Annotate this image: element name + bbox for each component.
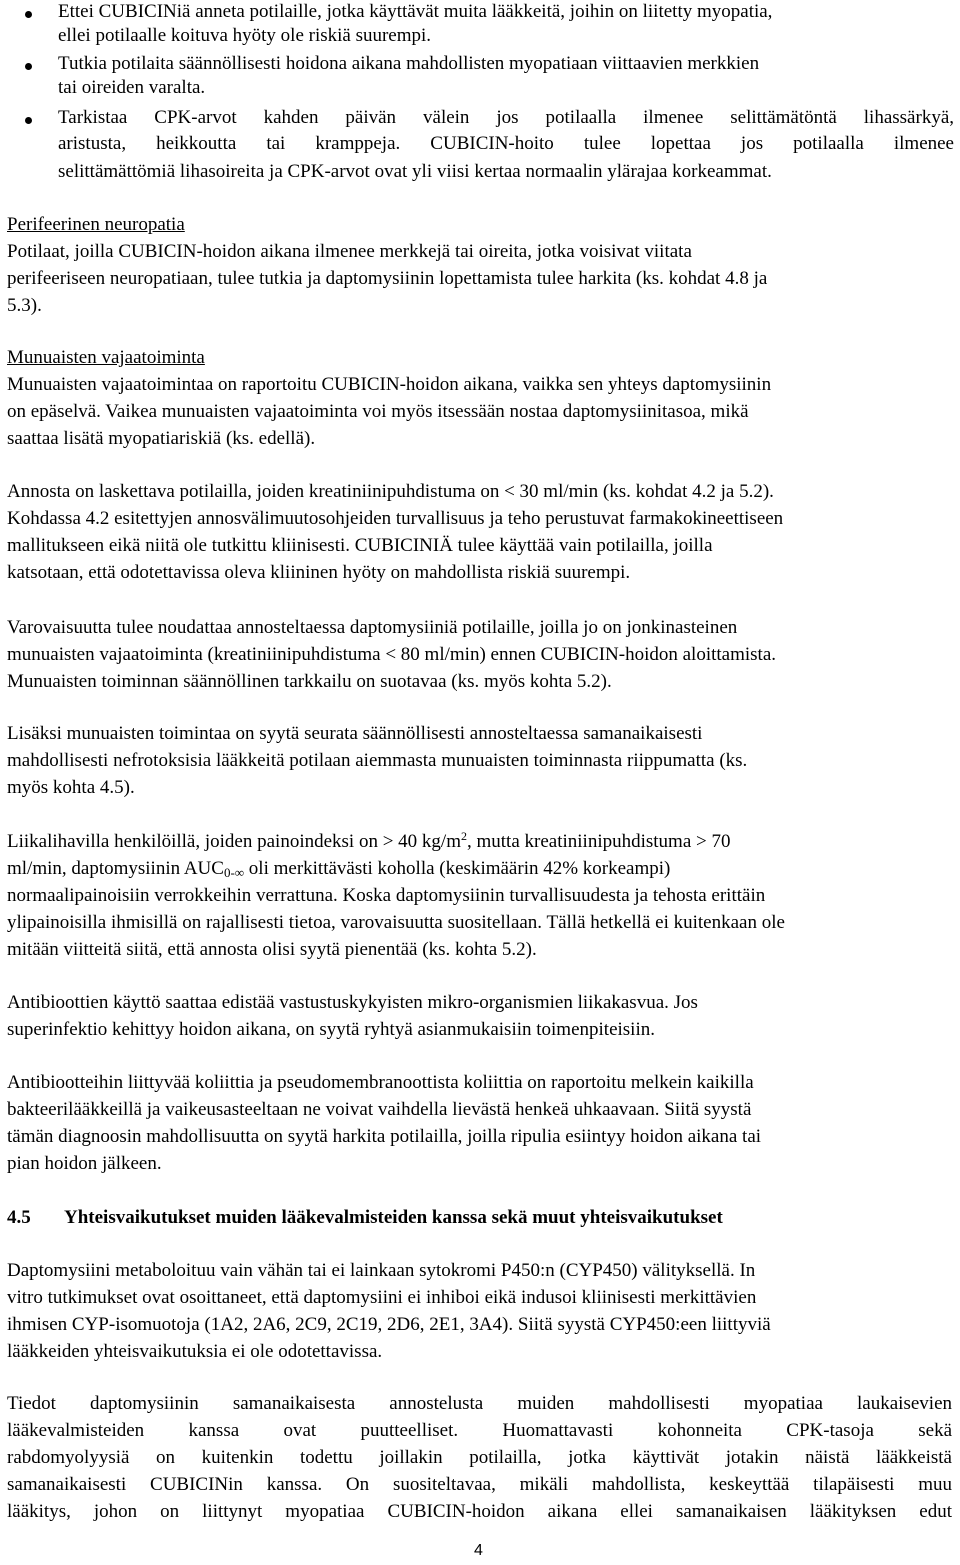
renal-line-3: saattaa lisätä myopatiariskiä (ks. edellä).: [7, 428, 316, 449]
bullet-icon: [25, 63, 32, 70]
bullet-2-line-2: tai oireiden varalta.: [58, 77, 206, 98]
nephrotoxic-line-3: myös kohta 4.5).: [7, 777, 135, 798]
obese-line-3: normaalipainoisiin verrokkeihin verrattuna. Koska daptomysiinin turvallisuudesta ja tehosta erittäin: [7, 885, 766, 906]
superscript-2: 2: [460, 829, 467, 843]
section-heading-number: 4.5: [7, 1207, 31, 1228]
section-title-renal: Munuaisten vajaatoiminta: [7, 347, 205, 368]
obese-line-1: [7, 830, 952, 854]
nephrotoxic-line-2: mahdollisesti nefrotoksisia lääkkeitä potilaan aiemmasta munuaisten toiminnasta riippumatta (ks.: [7, 750, 748, 771]
obese-line-2-text-b: oli merkittävästi koholla (keskimäärin 42% korkeampi): [244, 858, 671, 879]
myopathy-line-2: lääkevalmisteiden kanssa ovat puutteelliset. Huomattavasti kohonneita CPK-tasoja sekä: [7, 1420, 952, 1441]
renal-line-1: Munuaisten vajaatoimintaa on raportoitu CUBICIN-hoidon aikana, vaikka sen yhteys daptomysiinin: [7, 374, 772, 395]
caution-line-1: Varovaisuutta tulee noudattaa annosteltaessa daptomysiiniä potilaille, joilla jo on jonkinasteinen: [7, 617, 738, 638]
bullet-3-line-2: aristusta, heikkoutta tai kramppeja. CUBICIN-hoito tulee lopettaa jos potilaalla ilmenee: [58, 133, 954, 154]
bullet-2-line-1: Tutkia potilaita säännöllisesti hoidona aikana mahdollisten myopatiaan viittaavien merkkien: [58, 53, 760, 74]
antibiotics-line-2: superinfektio kehittyy hoidon aikana, on syytä ryhtyä asianmukaisiin toimenpiteisiin.: [7, 1019, 655, 1040]
dose-line-3: mallitukseen eikä niitä ole tutkittu kliinisesti. CUBICINIÄ tulee käyttää vain potilailla, joilla: [7, 535, 713, 556]
dose-line-4: katsotaan, että odotettavissa oleva kliininen hyöty on mahdollista riskiä suurempi.: [7, 562, 631, 583]
obese-line-2-text-a: ml/min, daptomysiinin AUC: [7, 858, 224, 879]
cyp-line-1: Daptomysiini metaboloituu vain vähän tai ei lainkaan sytokromi P450:n (CYP450) välityksellä. In: [7, 1260, 756, 1281]
cyp-line-3: ihmisen CYP-isomuotoja (1A2, 2A6, 2C9, 2C19, 2D6, 2E1, 3A4). Siitä syystä CYP450:een liittyviä: [7, 1314, 771, 1335]
neuropathy-line-1: Potilaat, joilla CUBICIN-hoidon aikana ilmenee merkkejä tai oireita, jotka voisivat viitata: [7, 241, 692, 262]
bullet-icon: [25, 117, 32, 124]
page-number: 4: [474, 1542, 483, 1559]
colitis-line-1: Antibiootteihin liittyvää koliittia ja pseudomembranoottista koliittia on raportoitu melkein kaikilla: [7, 1072, 754, 1093]
obese-line-5: mitään viitteitä siitä, että annosta olisi syytä pienentää (ks. kohta 5.2).: [7, 939, 537, 960]
myopathy-line-1: Tiedot daptomysiinin samanaikaisesta annostelusta muiden mahdollisesti myopatiaa laukaisevien: [7, 1393, 952, 1414]
myopathy-line-4: samanaikaisesti CUBICINin kanssa. On suositeltavaa, mikäli mahdollista, keskeyttää tilapäisesti muu: [7, 1474, 952, 1495]
colitis-line-4: pian hoidon jälkeen.: [7, 1153, 162, 1174]
neuropathy-line-3: 5.3).: [7, 295, 42, 316]
antibiotics-line-1: Antibioottien käyttö saattaa edistää vastustuskykyisten mikro-organismien liikakasvua. Jos: [7, 992, 698, 1013]
myopathy-line-3: rabdomyolyysiä on kuitenkin todettu joillakin potilailla, jotka käyttivät jotakin näistä lääkkeistä: [7, 1447, 952, 1468]
bullet-1-line-1: Ettei CUBICINiä anneta potilaille, jotka käyttävät muita lääkkeitä, joihin on liitetty myopatia,: [58, 1, 773, 22]
obese-line-1-text-b: , mutta kreatiniinipuhdistuma > 70: [466, 831, 731, 852]
cyp-line-4: lääkkeiden yhteisvaikutuksia ei ole odotettavissa.: [7, 1341, 383, 1362]
bullet-icon: [25, 11, 32, 18]
colitis-line-2: bakteerilääkkeillä ja vaikeusasteeltaan ne voivat vaihdella lievästä henkeä uhkaavaan. Siitä syystä: [7, 1099, 752, 1120]
auc-subscript: 0-∞: [223, 865, 245, 880]
cyp-line-2: vitro tutkimukset ovat osoittaneet, että daptomysiini ei inhiboi eikä indusoi kliinisesti merkittävien: [7, 1287, 757, 1308]
caution-line-2: munuaisten vajaatoiminta (kreatiniinipuhdistuma < 80 ml/min) ennen CUBICIN-hoidon aloittamista.: [7, 644, 776, 665]
dose-line-1: Annosta on laskettava potilailla, joiden kreatiniinipuhdistuma on < 30 ml/min (ks. kohdat 4.2 ja 5.2).: [7, 481, 774, 502]
caution-line-3: Munuaisten toiminnan säännöllinen tarkkailu on suotavaa (ks. myös kohta 5.2).: [7, 671, 612, 692]
bullet-3-line-3: selittämättömiä lihasoireita ja CPK-arvot ovat yli viisi kertaa normaalin ylärajaa korkeammat.: [58, 161, 772, 182]
section-title-neuropathy: Perifeerinen neuropatia: [7, 214, 185, 235]
renal-line-2: on epäselvä. Vaikea munuaisten vajaatoiminta voi myös itsessään nostaa daptomysiinitasoa, mikä: [7, 401, 749, 422]
colitis-line-3: tämän diagnoosin mahdollisuutta on syytä harkita potilailla, joilla ripulia esiintyy hoidon aikana tai: [7, 1126, 762, 1147]
dose-line-2: Kohdassa 4.2 esitettyjen annosvälimuutosohjeiden turvallisuus ja teho perustuvat farmakokineettiseen: [7, 508, 784, 529]
obese-line-2: [7, 857, 952, 881]
neuropathy-line-2: perifeeriseen neuropatiaan, tulee tutkia ja daptomysiinin lopettamista tulee harkita (ks. kohdat 4.8 ja: [7, 268, 768, 289]
nephrotoxic-line-1: Lisäksi munuaisten toimintaa on syytä seurata säännöllisesti annosteltaessa samanaikaisesti: [7, 723, 703, 744]
obese-line-4: ylipainoisilla ihmisillä on rajallisesti tietoa, varovaisuutta suositellaan. Tällä hetkellä ei kuitenkaan ole: [7, 912, 785, 933]
section-heading-title: Yhteisvaikutukset muiden lääkevalmisteiden kanssa sekä muut yhteisvaikutukset: [64, 1207, 723, 1228]
bullet-1-line-2: ellei potilaalle koituva hyöty ole riskiä suurempi.: [58, 25, 432, 46]
bullet-3-line-1: Tarkistaa CPK-arvot kahden päivän välein jos potilaalla ilmenee selittämätöntä lihassärkyä,: [58, 107, 954, 128]
myopathy-line-5: lääkitys, johon on liittynyt myopatiaa CUBICIN-hoidon aikana ellei samanaikaisen lääkityksen edut: [7, 1501, 952, 1522]
obese-line-1-text-a: Liikalihavilla henkilöillä, joiden painoindeksi on > 40 kg/m: [7, 831, 461, 852]
